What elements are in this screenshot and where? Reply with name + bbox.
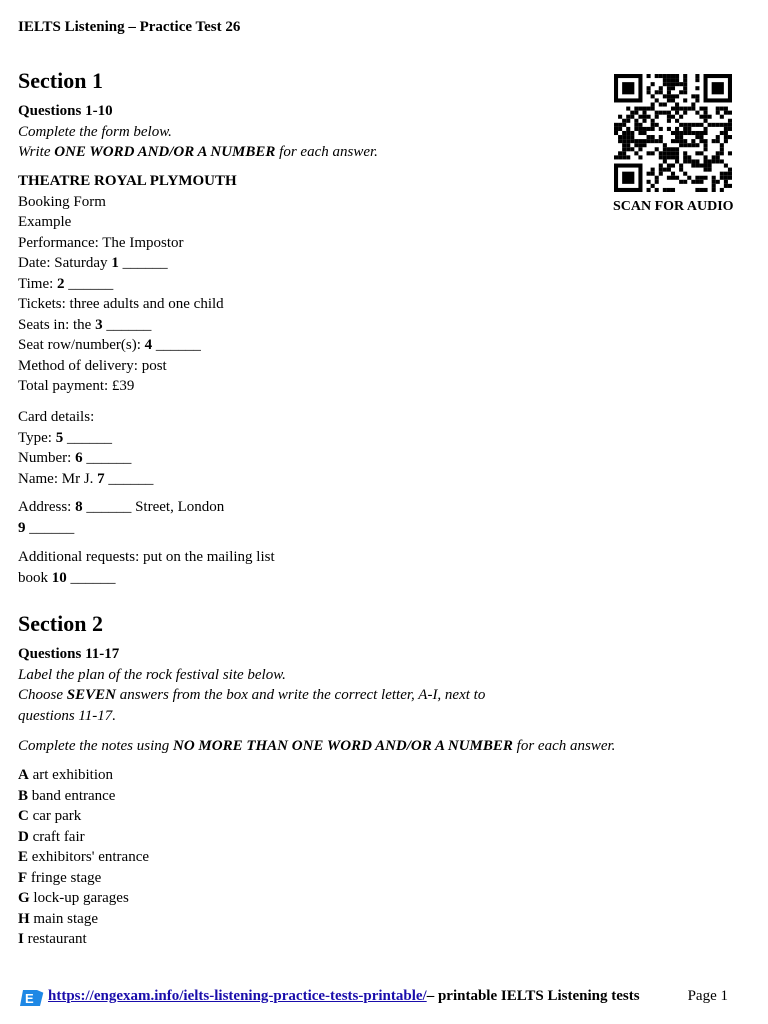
question-number: 9 <box>18 519 26 536</box>
option-letter: A <box>18 767 29 783</box>
form-field: Additional requests: put on the mailing list <box>18 549 275 565</box>
options-list <box>18 765 658 950</box>
form-title: THEATRE ROYAL PLYMOUTH <box>18 173 237 189</box>
form-field-q3: Seats in: the 3 ______ <box>18 316 152 333</box>
booking-form <box>18 171 658 397</box>
option-item: I restaurant <box>18 931 87 947</box>
option-item: E exhibitors' entrance <box>18 849 150 865</box>
option-item: D craft fair <box>18 828 85 845</box>
engexam-logo-icon <box>20 989 44 1014</box>
questions-label: Questions 11-17 <box>18 646 120 662</box>
form-field: Tickets: three adults and one child <box>18 296 224 312</box>
card-details <box>18 407 658 489</box>
instruction-line: Complete the form below. <box>18 123 172 140</box>
question-number: 8 <box>75 499 83 515</box>
question-number: 2 <box>57 275 65 292</box>
option-letter: F <box>18 869 28 886</box>
section-2-heading: Section 2 <box>18 611 103 636</box>
answer-blank: ______ <box>66 569 116 586</box>
svg-text:E: E <box>25 991 34 1006</box>
question-number: 10 <box>51 569 67 586</box>
notes-instruction: Complete the notes using NO MORE THAN ONE WORD AND/OR A NUMBER for each answer. <box>18 738 616 754</box>
form-field-q10: book 10 ______ <box>18 569 116 586</box>
footer-tagline: – printable IELTS Listening tests <box>426 988 640 1004</box>
instruction-line: Write ONE WORD AND/OR A NUMBER for each answer. <box>18 144 378 160</box>
answer-blank: ______ <box>25 519 75 536</box>
option-item: G lock-up garages <box>18 890 129 906</box>
answer-blank: ______ <box>63 429 112 446</box>
option-item: H main stage <box>18 910 98 927</box>
page-number: Page 1 <box>687 988 728 1004</box>
option-letter: G <box>18 890 30 906</box>
page-footer <box>20 986 728 1008</box>
additional-block <box>18 547 658 588</box>
instruction-line: Label the plan of the rock festival site below. <box>18 666 286 683</box>
option-item: F fringe stage <box>18 869 102 886</box>
form-field-q5: Type: 5 ______ <box>18 429 112 446</box>
example-label: Example <box>18 214 72 230</box>
question-number: 3 <box>95 316 103 333</box>
instruction-line: Choose SEVEN answers from the box and write the correct letter, A-I, next to <box>18 687 486 703</box>
option-letter: B <box>18 787 29 804</box>
answer-blank: ______ <box>102 316 152 333</box>
section-1-instructions <box>18 101 658 163</box>
form-field: Performance: The Impostor <box>18 234 184 251</box>
section-2-instructions <box>18 644 658 726</box>
instruction-line: questions 11-17. <box>18 707 117 724</box>
question-number: 4 <box>144 337 153 353</box>
option-letter: D <box>18 828 29 845</box>
question-number: 1 <box>111 255 119 271</box>
questions-label: Questions 1-10 <box>18 103 113 119</box>
form-field-q9 <box>18 518 658 539</box>
form-field-q8: Address: 8 ______ Street, London <box>18 499 225 515</box>
form-field-q1: Date: Saturday 1 ______ <box>18 255 168 271</box>
option-item: A art exhibition <box>18 767 113 783</box>
form-field-q7: Name: Mr J. 7 ______ <box>18 470 154 487</box>
footer-link[interactable]: https://engexam.info/ielts-listening-practice-tests-printable/– printable IELTS Listening tests <box>48 986 640 1007</box>
card-details-label: Card details: <box>18 409 95 425</box>
option-letter: C <box>18 808 29 824</box>
question-number: 5 <box>55 429 64 446</box>
qr-caption: SCAN FOR AUDIO <box>613 199 734 214</box>
option-letter: I <box>18 931 24 947</box>
answer-blank: ______ <box>64 275 114 292</box>
answer-blank: ______ <box>118 255 168 271</box>
answer-blank: ______ <box>82 450 132 466</box>
answer-blank: ______ <box>152 337 201 353</box>
option-item: C car park <box>18 808 82 824</box>
form-field: Total payment: £39 <box>18 378 135 394</box>
address-block <box>18 497 658 538</box>
section-1-heading: Section 1 <box>18 68 103 93</box>
answer-blank: ______ <box>104 470 154 487</box>
option-letter: H <box>18 910 30 927</box>
question-number: 7 <box>97 470 105 487</box>
form-subtitle: Booking Form <box>18 193 106 210</box>
option-letter: E <box>18 849 29 865</box>
form-field-q2: Time: 2 ______ <box>18 275 114 292</box>
form-field-q4: Seat row/number(s): 4 ______ <box>18 337 201 353</box>
question-number: 6 <box>75 450 83 466</box>
form-field-q6: Number: 6 ______ <box>18 450 132 466</box>
document-title: IELTS Listening – Practice Test 26 <box>18 19 241 35</box>
form-field: Method of delivery: post <box>18 357 167 374</box>
option-item: B band entrance <box>18 787 116 804</box>
